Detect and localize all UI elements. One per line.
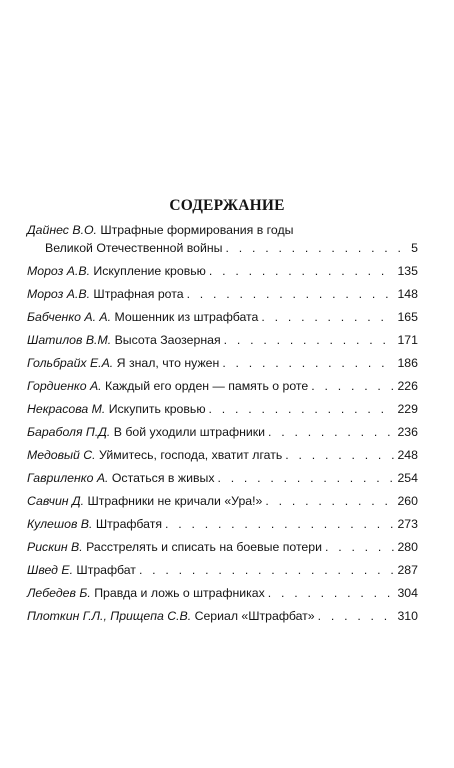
toc-page-number: 171 [397,333,418,347]
toc-title: В бой уходили штрафники [113,425,265,439]
toc-title: Искупить кровью [108,402,206,416]
toc-page-number: 186 [397,356,418,370]
toc-author: Швед Е. [27,563,73,577]
toc-title: Высота Заозерная [114,333,221,347]
toc-page-number: 248 [397,448,418,462]
toc-page-number: 254 [397,471,418,485]
dot-leader [318,607,395,625]
toc-entry [27,354,418,372]
toc-page-number: 304 [397,586,418,600]
toc-title: Штрафбатя [95,517,163,531]
toc-entry [27,469,418,487]
toc-title: Остаться в живых [111,471,215,485]
toc-author: Мороз А.В. [27,287,90,301]
toc-entry [27,561,418,579]
toc-page-number: 273 [397,517,418,531]
dot-leader [209,262,395,280]
toc-author: Бабченко А. А. [27,310,112,324]
toc-title: Уймитесь, господа, хватит лгать [99,448,283,462]
dot-leader [268,584,395,602]
toc-title: Каждый его орден — память о роте [105,379,309,393]
toc-title: Штрафники не кричали «Ура!» [87,494,263,508]
toc-title: Мошенник из штрафбата [114,310,259,324]
toc-author: Кулешов В. [27,517,93,531]
toc-page-number: 226 [397,379,418,393]
dot-leader [268,423,394,441]
toc-entry [27,331,418,349]
dot-leader [285,446,394,464]
toc-title: Искупление кровью [93,264,206,278]
toc-title: Штрафная рота [93,287,184,301]
dot-leader [325,538,394,556]
toc-entry [27,423,418,441]
toc-author: Плоткин Г.Л., Прищепа С.В. [27,609,192,623]
dot-leader [139,561,395,579]
toc-entry-first-line [27,221,418,239]
toc-author: Шатилов В.М. [27,333,112,347]
contents-heading: СОДЕРЖАНИЕ [169,197,285,214]
dot-leader [209,400,395,418]
toc-author: Гавриленко А. [27,471,109,485]
toc-entry [27,492,418,510]
toc-title: Я знал, что нужен [116,356,220,370]
toc-author: Мороз А.В. [27,264,90,278]
toc-author: Лебедев Б. [27,586,91,600]
toc-entry [27,221,418,257]
toc-page-number: 287 [397,563,418,577]
toc-entry [27,285,418,303]
toc-entry [27,515,418,533]
toc-page-number: 280 [397,540,418,554]
toc-entry [27,607,418,625]
toc-entry [27,584,418,602]
toc-title: Расстрелять и списать на боевые потери [86,540,322,554]
toc-page-number: 236 [397,425,418,439]
toc-page-number: 5 [411,241,418,255]
toc-author: Гольбрайх Е.А. [27,356,114,370]
toc-author: Рискин В. [27,540,83,554]
dot-leader [261,308,394,326]
dot-leader [217,469,394,487]
dot-leader [224,331,395,349]
dot-leader [265,492,394,510]
toc-author: Гордиенко А. [27,379,102,393]
dot-leader [226,239,409,257]
toc-title: Штрафбат [76,563,136,577]
toc-page-number: 135 [397,264,418,278]
toc-entry [27,308,418,326]
toc-author: Дайнес В.О. [27,223,97,237]
toc-page-number: 310 [397,609,418,623]
toc-page-number: 148 [397,287,418,301]
toc-entry [27,538,418,556]
toc-entry [27,262,418,280]
dot-leader [165,515,394,533]
toc-page-number: 165 [397,310,418,324]
toc-title: Правда и ложь о штрафниках [94,586,265,600]
toc-author: Бараболя П.Д. [27,425,111,439]
toc-entry [27,400,418,418]
toc-author: Савчин Д. [27,494,85,508]
toc-page-number: 260 [397,494,418,508]
toc-entry-second-line [27,239,418,257]
toc-author: Некрасова М. [27,402,106,416]
dot-leader [311,377,394,395]
toc-page-number: 229 [397,402,418,416]
toc-author: Медовый С. [27,448,96,462]
toc-title-continuation: Великой Отечественной войны [45,241,223,255]
toc-title: Сериал «Штрафбат» [194,609,315,623]
toc-entry [27,446,418,464]
toc-title: Штрафные формирования в годы [100,223,294,237]
toc-entry [27,377,418,395]
table-of-contents [27,221,418,630]
dot-leader [222,354,394,372]
dot-leader [187,285,395,303]
